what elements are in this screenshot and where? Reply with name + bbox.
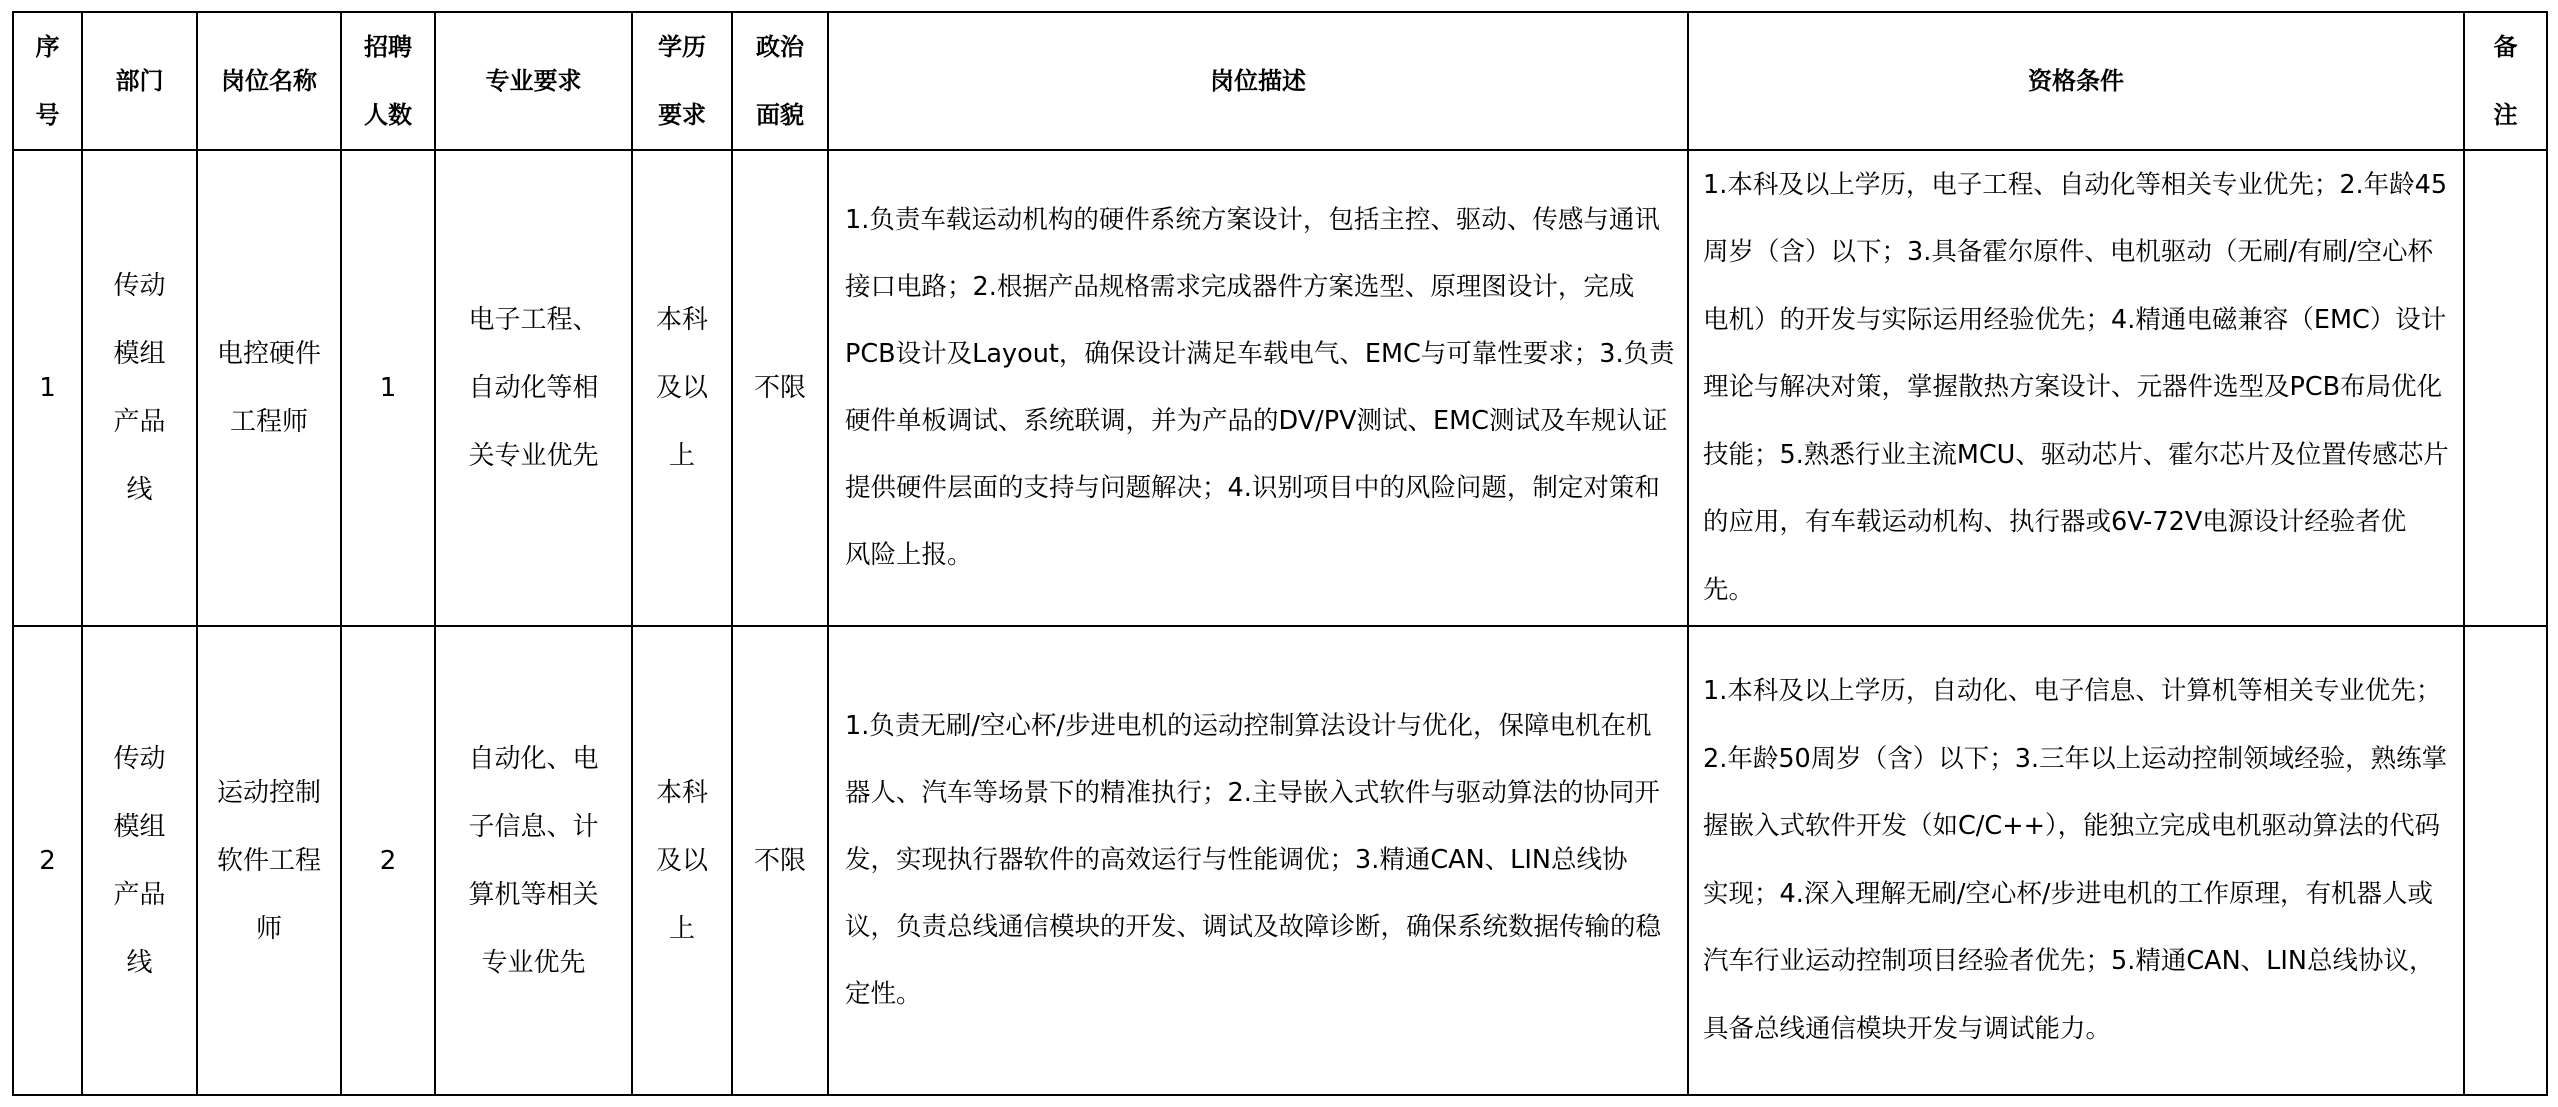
cell-count: 2 <box>341 626 435 1095</box>
cell-count: 1 <box>341 150 435 626</box>
cell-major: 电子工程、 自动化等相 关专业优先 <box>435 150 632 626</box>
cell-education: 本科 及以 上 <box>632 150 732 626</box>
cell-dept: 传动 模组 产品 线 <box>82 150 197 626</box>
header-major: 专业要求 <box>435 12 632 150</box>
header-note: 备 注 <box>2464 12 2547 150</box>
cell-position: 运动控制 软件工程 师 <box>197 626 341 1095</box>
cell-description: 1.负责车载运动机构的硬件系统方案设计，包括主控、驱动、传感与通讯接口电路；2.根据产品规格需求完成器件方案选型、原理图设计，完成PCB设计及Layout，确保设计满足车载电气、EMC与可靠性要求；3.负责硬件单板调试、系统联调，并为产品的DV/PV测试、EMC测试及车规认证提供硬件层面的支持与问题解决；4.识别项目中的风险问题，制定对策和风险上报。 <box>828 150 1688 626</box>
header-seq: 序 号 <box>13 12 82 150</box>
header-hire-count: 招聘 人数 <box>341 12 435 150</box>
cell-note <box>2464 626 2547 1095</box>
cell-education: 本科 及以 上 <box>632 626 732 1095</box>
cell-description: 1.负责无刷/空心杯/步进电机的运动控制算法设计与优化，保障电机在机器人、汽车等场景下的精准执行；2.主导嵌入式软件与驱动算法的协同开发，实现执行器软件的高效运行与性能调优；3.精通CAN、LIN总线协议，负责总线通信模块的开发、调试及故障诊断，确保系统数据传输的稳定性。 <box>828 626 1688 1095</box>
header-dept: 部门 <box>82 12 197 150</box>
cell-political: 不限 <box>732 626 828 1095</box>
cell-qualification: 1.本科及以上学历，电子工程、自动化等相关专业优先；2.年龄45周岁（含）以下；3.具备霍尔原件、电机驱动（无刷/有刷/空心杯电机）的开发与实际运用经验优先；4.精通电磁兼容（EMC）设计理论与解决对策，掌握散热方案设计、元器件选型及PCB布局优化技能；5.熟悉行业主流MCU、驱动芯片、霍尔芯片及位置传感芯片的应用，有车载运动机构、执行器或6V-72V电源设计经验者优先。 <box>1688 150 2464 626</box>
table-row <box>13 626 2547 1095</box>
cell-note <box>2464 150 2547 626</box>
table-row <box>13 150 2547 626</box>
cell-major: 自动化、电 子信息、计 算机等相关 专业优先 <box>435 626 632 1095</box>
cell-seq: 2 <box>13 626 82 1095</box>
cell-dept: 传动 模组 产品 线 <box>82 626 197 1095</box>
header-position: 岗位名称 <box>197 12 341 150</box>
recruitment-table <box>12 11 2548 1096</box>
header-description: 岗位描述 <box>828 12 1688 150</box>
header-qualification: 资格条件 <box>1688 12 2464 150</box>
header-education: 学历 要求 <box>632 12 732 150</box>
cell-seq: 1 <box>13 150 82 626</box>
cell-political: 不限 <box>732 150 828 626</box>
cell-qualification: 1.本科及以上学历，自动化、电子信息、计算机等相关专业优先；2.年龄50周岁（含）以下；3.三年以上运动控制领域经验，熟练掌握嵌入式软件开发（如C/C++），能独立完成电机驱动算法的代码实现；4.深入理解无刷/空心杯/步进电机的工作原理，有机器人或汽车行业运动控制项目经验者优先；5.精通CAN、LIN总线协议，具备总线通信模块开发与调试能力。 <box>1688 626 2464 1095</box>
cell-position: 电控硬件 工程师 <box>197 150 341 626</box>
header-political: 政治 面貌 <box>732 12 828 150</box>
header-row <box>13 12 2547 150</box>
